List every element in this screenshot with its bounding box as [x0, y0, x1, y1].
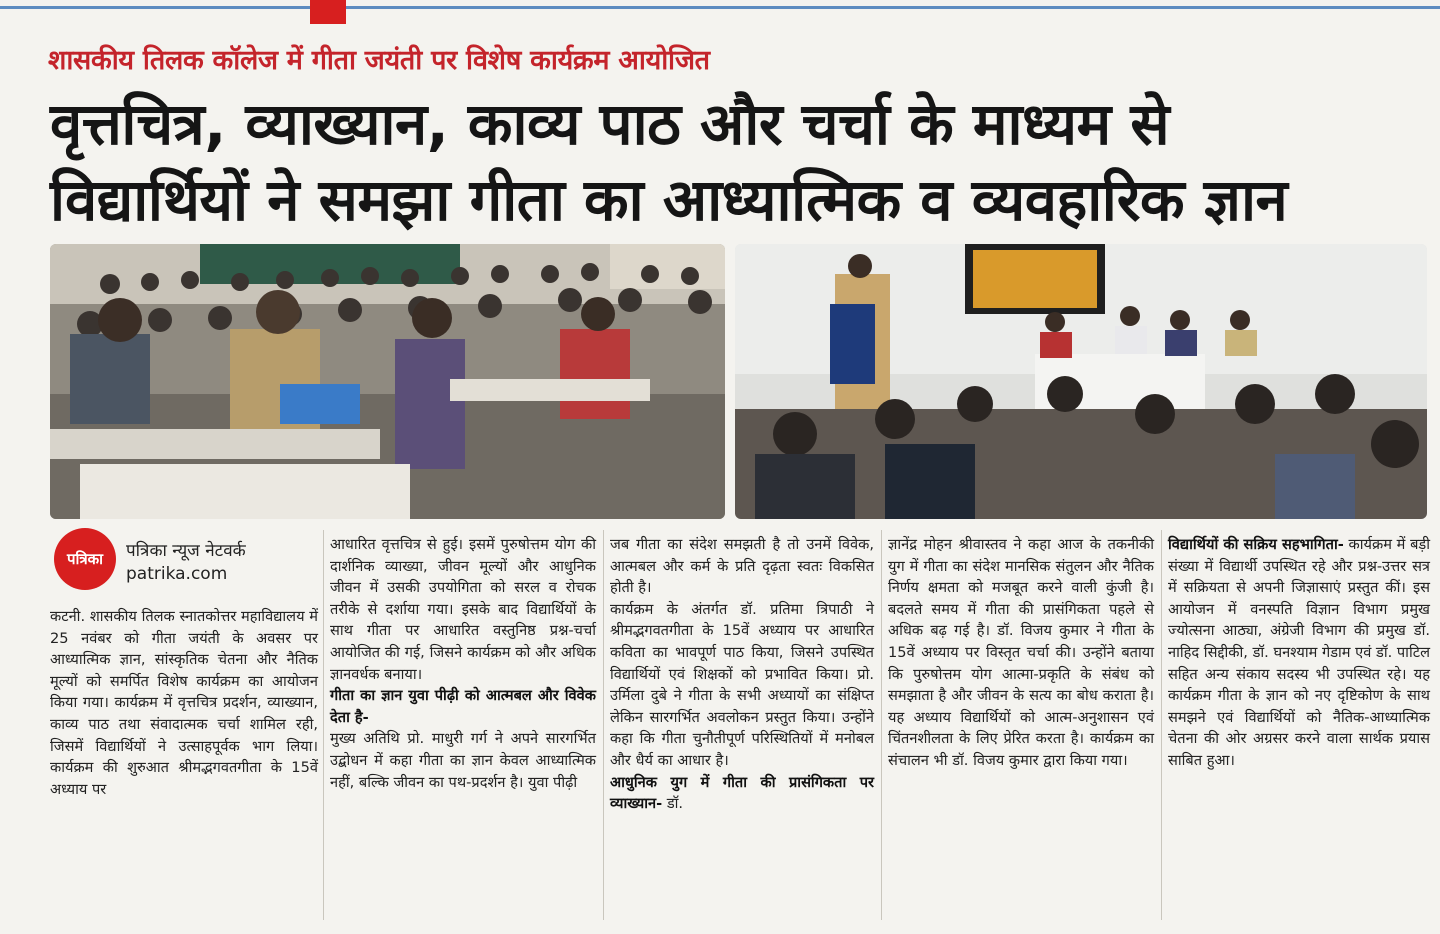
- paragraph: [1168, 534, 1430, 772]
- article-column-3: [610, 534, 874, 815]
- article-headline: [50, 86, 1420, 238]
- byline-network: पत्रिका न्यूज नेटवर्क: [126, 541, 246, 561]
- paragraph: कटनी. शासकीय तिलक स्नातकोत्तर महाविद्यालय में 25 नवंबर को गीता जयंती के अवसर पर आध्यात्मिक ज्ञान, सांस्कृतिक चेतना और नैतिक मूल्यों को समर्पित विशेष कार्यक्रम का आयोजन किया गया। कार्यक्रम में वृत्तचित्र प्रदर्शन, व्याख्यान, काव्य पाठ तथा संवादात्मक चर्चा शामिल रही, जिसमें विद्यार्थियों ने उत्साहपूर्वक भाग लिया। कार्यक्रम की शुरुआत श्रीमद्भगवतगीता के 15वें अध्याय पर: [50, 608, 318, 798]
- paragraph-body: कार्यक्रम में बड़ी संख्या में विद्यार्थी उपस्थित रहे और प्रश्न-उत्तर सत्र में सक्रियता से अपनी जिज्ञासाएं प्रस्तुत कीं। इस आयोजन में वनस्पति विज्ञान विभाग प्रमुख ज्योत्सना आठ्या, अंग्रेजी विभाग की प्रमुख डॉ. नाहिद सिद्दीकी, डॉ. घनश्याम गेडाम एवं डॉ. पाटिल सहित अन्य संकाय सदस्य भी उपस्थित रहे। यह कार्यक्रम गीता के ज्ञान को नए दृष्टिकोण के साथ समझने एवं विद्यार्थियों को नैतिक-आध्यात्मिक चेतना की ओर अग्रसर करने वाला सार्थक प्रयास साबित हुआ।: [1168, 536, 1430, 769]
- patrika-logo: पत्रिका: [54, 528, 116, 590]
- byline: [50, 524, 320, 594]
- stage-photo: [735, 244, 1427, 519]
- classroom-photo: [50, 244, 725, 519]
- article-kicker: शासकीय तिलक कॉलेज में गीता जयंती पर विशेष कार्यक्रम आयोजित: [48, 45, 710, 76]
- article-column-1: [50, 606, 318, 800]
- paragraph: आधारित वृत्तचित्र से हुई। इसमें पुरुषोत्तम योग की दार्शनिक व्याख्या, जीवन मूल्यों और आधुनिक जीवन में उसकी उपयोगिता को सरल व रोचक तरीके से दर्शाया गया। इसके बाद विद्यार्थियों के साथ गीता पर आधारित वस्तुनिष्ठ प्रश्न-चर्चा आयोजित की गई, जिसने कार्यक्रम को और अधिक ज्ञानवर्धक बनाया।: [330, 536, 596, 683]
- section-marker: [310, 0, 346, 24]
- article-column-4: [888, 534, 1154, 772]
- top-rule: [0, 0, 1440, 10]
- paragraph: जब गीता का संदेश समझती है तो उनमें विवेक, आत्मबल और कर्म के प्रति दृढ़ता स्वतः विकसित होती है।: [610, 536, 874, 597]
- byline-website[interactable]: patrika.com: [126, 564, 228, 584]
- article-column-5: [1168, 534, 1430, 772]
- column-divider: [603, 530, 604, 920]
- column-divider: [1161, 530, 1162, 920]
- subheading: गीता का ज्ञान युवा पीढ़ी को आत्मबल और विवेक देता है-: [330, 687, 596, 726]
- paragraph-tail: डॉ.: [662, 795, 684, 813]
- paragraph: [610, 772, 874, 815]
- subheading: आधुनिक युग में गीता की प्रासंगिकता पर व्याख्यान-: [610, 773, 874, 813]
- paragraph: ज्ञानेंद्र मोहन श्रीवास्तव ने कहा आज के तकनीकी युग में गीता का संदेश मानसिक संतुलन और नैतिक निर्णय क्षमता को मजबूत करने वाली कुंजी है। बदलते समय में गीता की प्रासंगिकता पहले से अधिक बढ़ गई है। डॉ. विजय कुमार ने गीता के 15वें अध्याय पर विस्तृत चर्चा की। उन्होंने बताया कि पुरुषोत्तम योग आत्मा-प्रकृति के संबंध को समझाता है और जीवन के सत्य का बोध कराता है। यह अध्याय विद्यार्थियों को आत्म-अनुशासन एवं चिंतनशीलता के लिए प्रेरित करता है। कार्यक्रम का संचालन भी डॉ. विजय कुमार द्वारा किया गया।: [888, 536, 1154, 769]
- article-column-2: [330, 534, 596, 793]
- column-divider: [881, 530, 882, 920]
- headline-line-2: विद्यार्थियों ने समझा गीता का आध्यात्मिक व व्यवहारिक ज्ञान: [50, 166, 1288, 234]
- paragraph: कार्यक्रम के अंतर्गत डॉ. प्रतिमा त्रिपाठी ने श्रीमद्भगवतगीता के 15वें अध्याय पर आधारित कविता का भावपूर्ण पाठ किया, जिसने उपस्थित विद्यार्थियों एवं शिक्षकों को प्रभावित किया। प्रो. उर्मिला दुबे ने गीता के सभी अध्यायों का संक्षिप्त लेकिन सारगर्भित अवलोकन प्रस्तुत किया। उन्होंने कहा कि गीता चुनौतीपूर्ण परिस्थितियों में मनोबल और धैर्य का आधार है।: [610, 600, 874, 769]
- paragraph: मुख्य अतिथि प्रो. माधुरी गर्ग ने अपने सारगर्भित उद्बोधन में कहा गीता का ज्ञान केवल आध्यात्मिक नहीं, बल्कि जीवन का पथ-प्रदर्शन है। युवा पीढ़ी: [330, 730, 596, 791]
- subheading: विद्यार्थियों की सक्रिय सहभागिता-: [1168, 536, 1344, 553]
- column-divider: [323, 530, 324, 920]
- headline-line-1: वृत्तचित्र, व्याख्यान, काव्य पाठ और चर्चा के माध्यम से: [50, 90, 1170, 158]
